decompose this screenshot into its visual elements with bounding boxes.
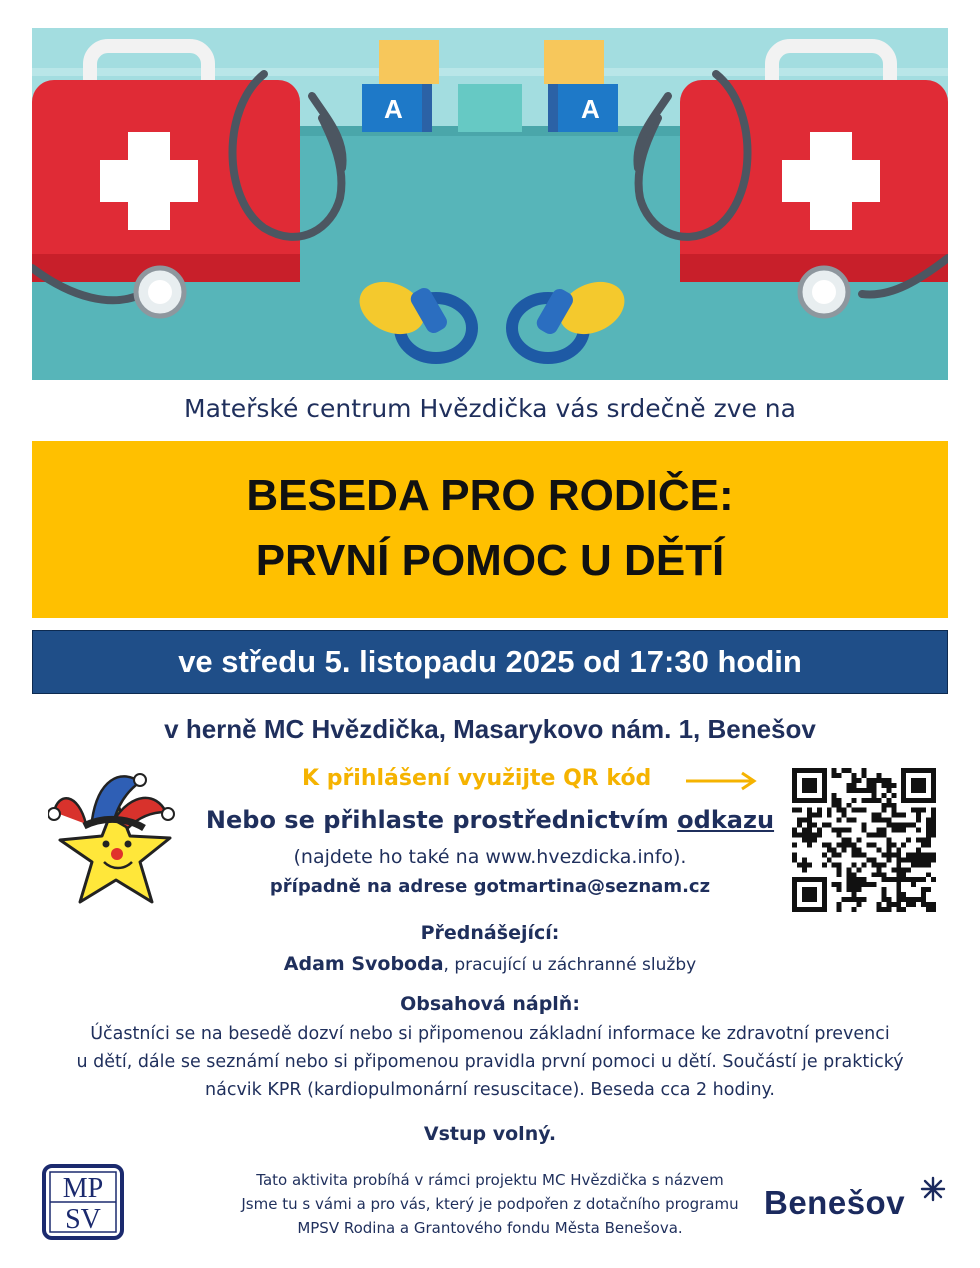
- invite-line: Mateřské centrum Hvězdička vás srdečně zve na: [184, 394, 796, 423]
- registration-link[interactable]: odkazu: [677, 806, 775, 834]
- footer-line: Jsme tu s vámi a pro vás, který je podpořen z dotačního programu: [241, 1195, 739, 1213]
- title-line-1: BESEDA PRO RODIČE:: [246, 471, 734, 520]
- lecturer-role: , pracující u záchranné služby: [443, 955, 697, 975]
- title-line-2: PRVNÍ POMOC U DĚTÍ: [255, 536, 725, 585]
- title-band: [32, 441, 948, 618]
- svg-text:A: A: [581, 94, 600, 124]
- qr-code[interactable]: [792, 768, 936, 912]
- lecturer-heading: Přednášející:: [420, 922, 560, 944]
- content-line: u dětí, dále se seznámí nebo si připomenou pravidla první pomoci u dětí. Součástí je praktický: [76, 1052, 904, 1072]
- entry-note: Vstup volný.: [423, 1123, 557, 1145]
- benesov-wordmark: Benešov: [764, 1184, 906, 1221]
- mpsv-logo: [42, 1164, 124, 1240]
- website-hint: (najdete ho také na www.hvezdicka.info).: [293, 846, 687, 868]
- svg-text:MP: MP: [62, 1173, 104, 1204]
- svg-text:SV: SV: [65, 1204, 101, 1235]
- venue-line: v herně MC Hvězdička, Masarykovo nám. 1, Benešov: [164, 714, 816, 744]
- svg-text:A: A: [384, 94, 403, 124]
- benesov-logo: [764, 1184, 948, 1224]
- event-date: ve středu 5. listopadu 2025 od 17:30 hodin: [178, 644, 802, 679]
- footer-line: Tato aktivita probíhá v rámci projektu MC Hvězdička s názvem: [256, 1171, 724, 1189]
- content-body: [40, 1020, 940, 1104]
- footer-note: [140, 1168, 840, 1240]
- arrow-right-icon: [684, 770, 758, 792]
- link-prefix: Nebo se přihlaste prostřednictvím: [205, 806, 669, 834]
- date-band: [32, 630, 948, 694]
- lecturer-name: Adam Svoboda: [283, 953, 444, 975]
- lecturer-line: [0, 953, 980, 975]
- content-line: nácvik KPR (kardiopulmonární resuscitace). Beseda cca 2 hodiny.: [205, 1080, 775, 1100]
- star-icon: [920, 1176, 946, 1202]
- content-heading: Obsahová náplň:: [400, 993, 580, 1015]
- hero-illustration: [32, 28, 948, 380]
- content-line: Účastníci se na besedě dozví nebo si připomenou základní informace ke zdravotní prevenci: [90, 1024, 890, 1044]
- footer-line: MPSV Rodina a Grantového fondu Města Benešova.: [297, 1219, 683, 1237]
- qr-prompt: K přihlášení využijte QR kód: [302, 766, 652, 791]
- email-line: případně na adrese gotmartina@seznam.cz: [269, 876, 711, 897]
